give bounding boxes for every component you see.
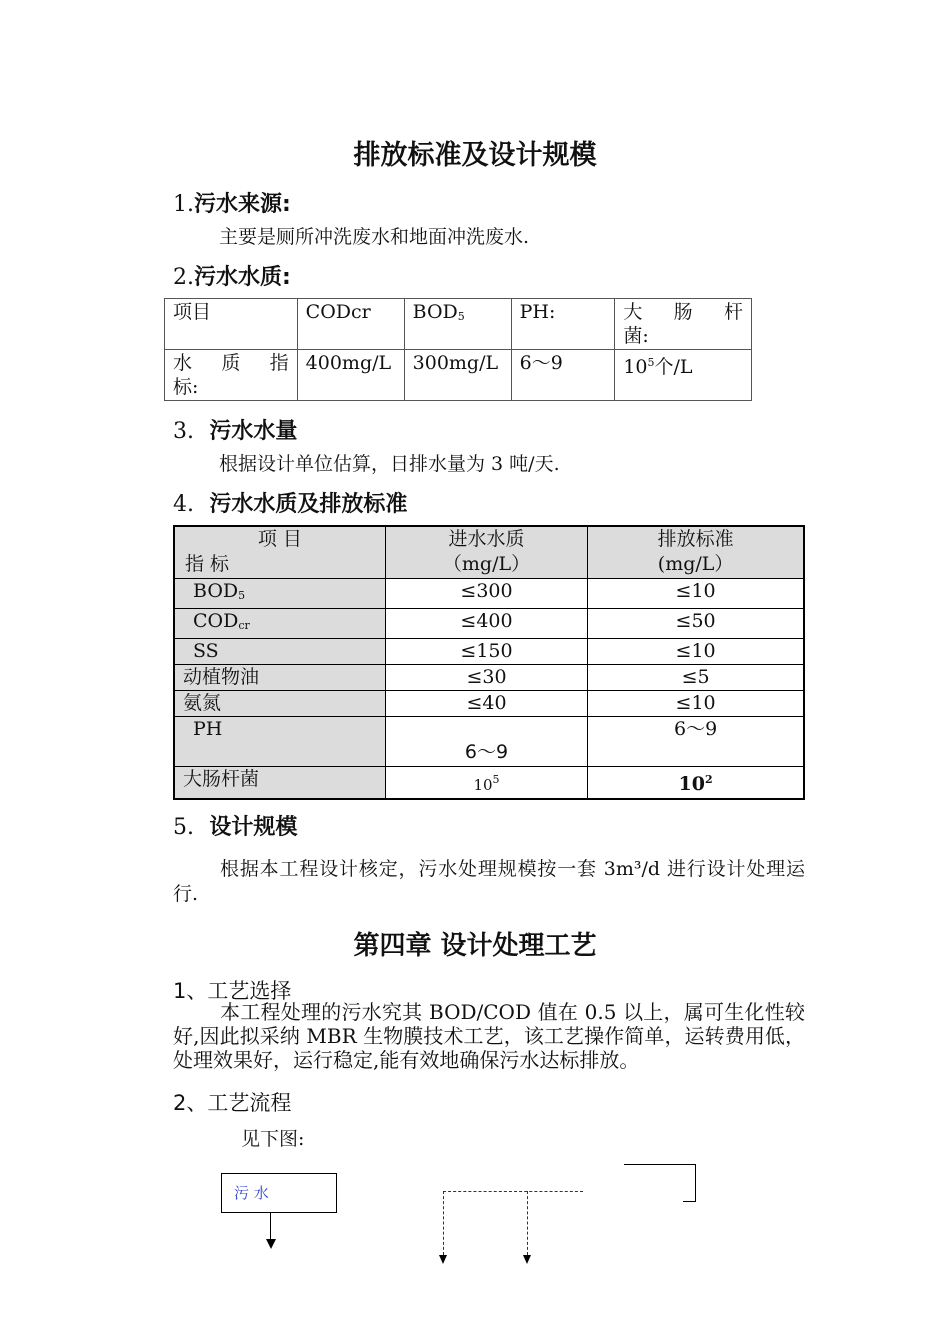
cell-codcr-label: CODcr [297, 299, 404, 350]
cell-item-label: 项目 [165, 299, 298, 350]
water-quality-table [164, 298, 752, 401]
header-discharge-title: 排放标准 [657, 528, 734, 550]
page-title: 排放标准及设计规模 [353, 140, 597, 171]
dashed-connector [443, 1191, 444, 1255]
header-inflow-title: 进水水质 [448, 528, 525, 550]
cell-ph-label: PH: [511, 299, 615, 350]
section-4-title: 污水水质及排放标准 [209, 492, 408, 517]
row-inflow: 6～9 [385, 716, 587, 766]
dashed-connector [443, 1191, 583, 1192]
section-3-number: 3. [173, 419, 194, 444]
section-5-title: 设计规模 [209, 815, 298, 840]
header-inflow [385, 526, 587, 578]
process-1-heading: 1、工艺选择 [173, 979, 292, 1003]
header-discharge [588, 526, 804, 578]
water-quality-value-row [165, 350, 752, 401]
cell-bod5-label [404, 299, 511, 350]
row-discharge: ≤10 [588, 690, 804, 716]
index-char-3: 指 [269, 352, 289, 374]
process-bracket-tail [683, 1201, 696, 1202]
chapter-title: 第四章 设计处理工艺 [353, 931, 597, 961]
table-row [174, 716, 804, 766]
table-row [174, 664, 804, 690]
sewage-box-label: 污 水 [234, 1184, 269, 1202]
cell-quality-index-label [165, 350, 298, 401]
coliform-unit: 个/L [654, 356, 693, 378]
table-row [174, 690, 804, 716]
cell-ph-value: 6～9 [511, 350, 615, 401]
row-name [174, 578, 385, 608]
section-5-heading [173, 810, 297, 841]
process-2-heading: 2、工艺流程 [173, 1091, 292, 1115]
section-2-heading [173, 260, 291, 291]
process-bracket [624, 1164, 696, 1202]
row-discharge [588, 766, 804, 799]
row-name: SS [174, 638, 385, 664]
coliform-char-3: 杆 [723, 301, 743, 323]
row-name-subscript: 5 [238, 588, 246, 602]
section-4-number: 4. [173, 492, 194, 517]
row-name [174, 608, 385, 638]
row-inflow: ≤400 [385, 608, 587, 638]
cell-coliform-label [615, 299, 752, 350]
section-5-number: 5. [173, 815, 194, 840]
section-3-title: 污水水量 [209, 419, 298, 444]
row-discharge: ≤10 [588, 638, 804, 664]
bod-text: BOD [412, 301, 458, 323]
process-1-text: 本工程处理的污水究其 BOD/COD 值在 0.5 以上，属可生化性较好,因此拟采纳 MBR 生物膜技术工艺，该工艺操作简单，运转费用低，处理效果好，运行稳定,能有效地确保污水达标排放。 [173, 1000, 805, 1072]
water-quality-header-row [165, 299, 752, 350]
row-name-text: COD [193, 609, 239, 632]
table-row [174, 766, 804, 799]
discharge-standard-table [173, 525, 805, 800]
row-name-text: BOD [193, 579, 239, 602]
row-discharge: ≤50 [588, 608, 804, 638]
cell-bod5-value: 300mg/L [404, 350, 511, 401]
row-name: 氨氮 [174, 690, 385, 716]
header-inflow-unit: （mg/L） [442, 553, 531, 575]
cell-codcr-value: 400mg/L [297, 350, 404, 401]
row-inflow: ≤150 [385, 638, 587, 664]
row-inflow: ≤300 [385, 578, 587, 608]
coliform-in-exponent: 5 [492, 772, 500, 786]
table-row [174, 578, 804, 608]
coliform-out-exponent: 2 [705, 772, 713, 786]
row-name: 动植物油 [174, 664, 385, 690]
dashed-connector [527, 1191, 528, 1255]
coliform-char-1: 大 [623, 301, 643, 323]
row-inflow [385, 766, 587, 799]
coliform-char-4: 菌: [623, 325, 649, 347]
cell-coliform-value [615, 350, 752, 401]
table-row [174, 638, 804, 664]
row-discharge: ≤5 [588, 664, 804, 690]
header-item: 项 目 [257, 528, 302, 550]
process-2-text: 见下图: [241, 1128, 305, 1150]
section-3-text: 根据设计单位估算，日排水量为 3 吨/天. [219, 453, 560, 475]
section-1-heading [173, 187, 291, 218]
row-discharge: 6～9 [588, 716, 804, 766]
coliform-exponent: 5 [647, 356, 655, 369]
flow-arrow-down-icon [266, 1239, 276, 1249]
table-row [174, 608, 804, 638]
index-char-4: 标: [173, 376, 199, 398]
section-5-text: 根据本工程设计核定，污水处理规模按一套 3m³/d 进行设计处理运行. [173, 858, 805, 905]
section-4-heading [173, 487, 407, 518]
coliform-out-base: 10 [678, 772, 705, 795]
index-char-2: 质 [221, 352, 241, 374]
header-index: 指 标 [185, 553, 230, 575]
sewage-box [221, 1173, 337, 1213]
section-1-title: 污水来源: [194, 192, 291, 217]
row-discharge: ≤10 [588, 578, 804, 608]
row-inflow: ≤40 [385, 690, 587, 716]
section-3-heading [173, 414, 297, 445]
section-1-number: 1. [173, 192, 194, 217]
row-name: 大肠杆菌 [174, 766, 385, 799]
coliform-base: 10 [623, 356, 648, 378]
header-item-index [174, 526, 385, 578]
dashed-arrow-down-icon [523, 1255, 531, 1264]
flow-line [270, 1212, 271, 1239]
header-discharge-unit: (mg/L） [657, 553, 734, 575]
discharge-header-row [174, 526, 804, 578]
dashed-arrow-down-icon [439, 1255, 447, 1264]
row-inflow: ≤30 [385, 664, 587, 690]
section-1-text: 主要是厕所冲洗废水和地面冲洗废水. [219, 226, 530, 248]
section-2-title: 污水水质: [194, 265, 291, 290]
row-name-subscript: cr [238, 618, 250, 632]
coliform-char-2: 肠 [673, 301, 693, 323]
section-2-number: 2. [173, 265, 194, 290]
row-name: PH [174, 716, 385, 766]
index-char-1: 水 [173, 352, 193, 374]
bod-subscript: 5 [457, 310, 465, 323]
coliform-in-base: 10 [473, 775, 493, 794]
